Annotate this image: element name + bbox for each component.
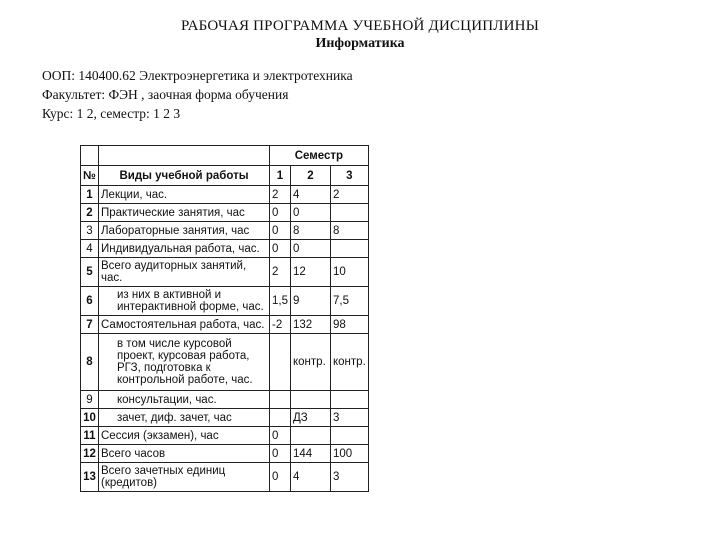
- row-number: 4: [81, 240, 99, 258]
- row-s1: -2: [270, 316, 291, 334]
- header-empty-name: [99, 146, 270, 166]
- row-name: Лекции, час.: [99, 186, 270, 204]
- row-number: 12: [81, 445, 99, 463]
- table-row: [81, 186, 369, 204]
- row-s2: 4: [291, 463, 331, 492]
- row-s3: [331, 240, 369, 258]
- row-s1: [270, 334, 291, 391]
- row-s3: 10: [331, 258, 369, 287]
- row-name: Самостоятельная работа, час.: [99, 316, 270, 334]
- table-row: [81, 222, 369, 240]
- row-name: Индивидуальная работа, час.: [99, 240, 270, 258]
- row-s3: [331, 204, 369, 222]
- row-s3: 7,5: [331, 287, 369, 316]
- semester-header: Семестр: [270, 146, 369, 166]
- row-s2: 132: [291, 316, 331, 334]
- row-s2: 4: [291, 186, 331, 204]
- row-name: Лабораторные занятия, час: [99, 222, 270, 240]
- row-s1: [270, 391, 291, 409]
- row-s1: 2: [270, 258, 291, 287]
- row-number: 8: [81, 334, 99, 391]
- table-row: [81, 204, 369, 222]
- row-number: 13: [81, 463, 99, 492]
- col-name-header: Виды учебной работы: [99, 166, 270, 186]
- table-row: [81, 287, 369, 316]
- row-s2: 0: [291, 240, 331, 258]
- header-empty-num: [81, 146, 99, 166]
- row-s3: 3: [331, 409, 369, 427]
- semester-3-header: 3: [331, 166, 369, 186]
- row-s1: 0: [270, 204, 291, 222]
- row-number: 10: [81, 409, 99, 427]
- document-title: РАБОЧАЯ ПРОГРАММА УЧЕБНОЙ ДИСЦИПЛИНЫ: [180, 18, 539, 34]
- row-number: 9: [81, 391, 99, 409]
- row-s3: 100: [331, 445, 369, 463]
- row-s2: [291, 391, 331, 409]
- row-s1: 0: [270, 427, 291, 445]
- col-num-header: №: [81, 166, 99, 186]
- faculty-line: Факультет: ФЭН , заочная форма обучения: [42, 87, 289, 102]
- table-header-top-row: [81, 146, 369, 166]
- course-line: Курс: 1 2, семестр: 1 2 3: [42, 106, 181, 121]
- row-name: Всего часов: [99, 445, 270, 463]
- row-s1: 0: [270, 445, 291, 463]
- row-number: 5: [81, 258, 99, 287]
- row-number: 11: [81, 427, 99, 445]
- row-s1: 0: [270, 222, 291, 240]
- table-row: [81, 316, 369, 334]
- table-header-row: [81, 166, 369, 186]
- oop-line: ООП: 140400.62 Электроэнергетика и электротехника: [42, 68, 353, 83]
- work-plan-table: [80, 145, 369, 492]
- row-number: 3: [81, 222, 99, 240]
- row-s3: 2: [331, 186, 369, 204]
- row-number: 2: [81, 204, 99, 222]
- row-s2: ДЗ: [291, 409, 331, 427]
- row-s2: 9: [291, 287, 331, 316]
- row-s2: [291, 427, 331, 445]
- semester-2-header: 2: [291, 166, 331, 186]
- table-row: [81, 427, 369, 445]
- row-number: 6: [81, 287, 99, 316]
- row-name: консультации, час.: [99, 391, 270, 409]
- row-name: Сессия (экзамен), час: [99, 427, 270, 445]
- row-s2: контр.: [291, 334, 331, 391]
- table-row: [81, 334, 369, 391]
- row-name: зачет, диф. зачет, час: [99, 409, 270, 427]
- table-row: [81, 240, 369, 258]
- row-s1: 0: [270, 463, 291, 492]
- row-s3: 3: [331, 463, 369, 492]
- row-number: 7: [81, 316, 99, 334]
- row-name: в том числе курсовой проект, курсовая работа, РГЗ, подготовка к контрольной работе, час.: [99, 334, 270, 391]
- semester-1-header: 1: [270, 166, 291, 186]
- row-s1: [270, 409, 291, 427]
- row-name: Всего зачетных единиц (кредитов): [99, 463, 270, 492]
- row-s2: 144: [291, 445, 331, 463]
- row-number: 1: [81, 186, 99, 204]
- row-s3: [331, 427, 369, 445]
- table-row: [81, 258, 369, 287]
- row-name: Практические занятия, час: [99, 204, 270, 222]
- discipline-name: Информатика: [315, 36, 405, 51]
- row-s2: 0: [291, 204, 331, 222]
- row-s3: [331, 391, 369, 409]
- row-s2: 8: [291, 222, 331, 240]
- table-row: [81, 445, 369, 463]
- row-s1: 1,5: [270, 287, 291, 316]
- row-name: Всего аудиторных занятий, час.: [99, 258, 270, 287]
- table-row: [81, 391, 369, 409]
- row-name: из них в активной и интерактивной форме, час.: [99, 287, 270, 316]
- row-s3: 8: [331, 222, 369, 240]
- row-s2: 12: [291, 258, 331, 287]
- row-s1: 0: [270, 240, 291, 258]
- row-s3: контр.: [331, 334, 369, 391]
- table-row: [81, 463, 369, 492]
- row-s3: 98: [331, 316, 369, 334]
- row-s1: 2: [270, 186, 291, 204]
- table-row: [81, 409, 369, 427]
